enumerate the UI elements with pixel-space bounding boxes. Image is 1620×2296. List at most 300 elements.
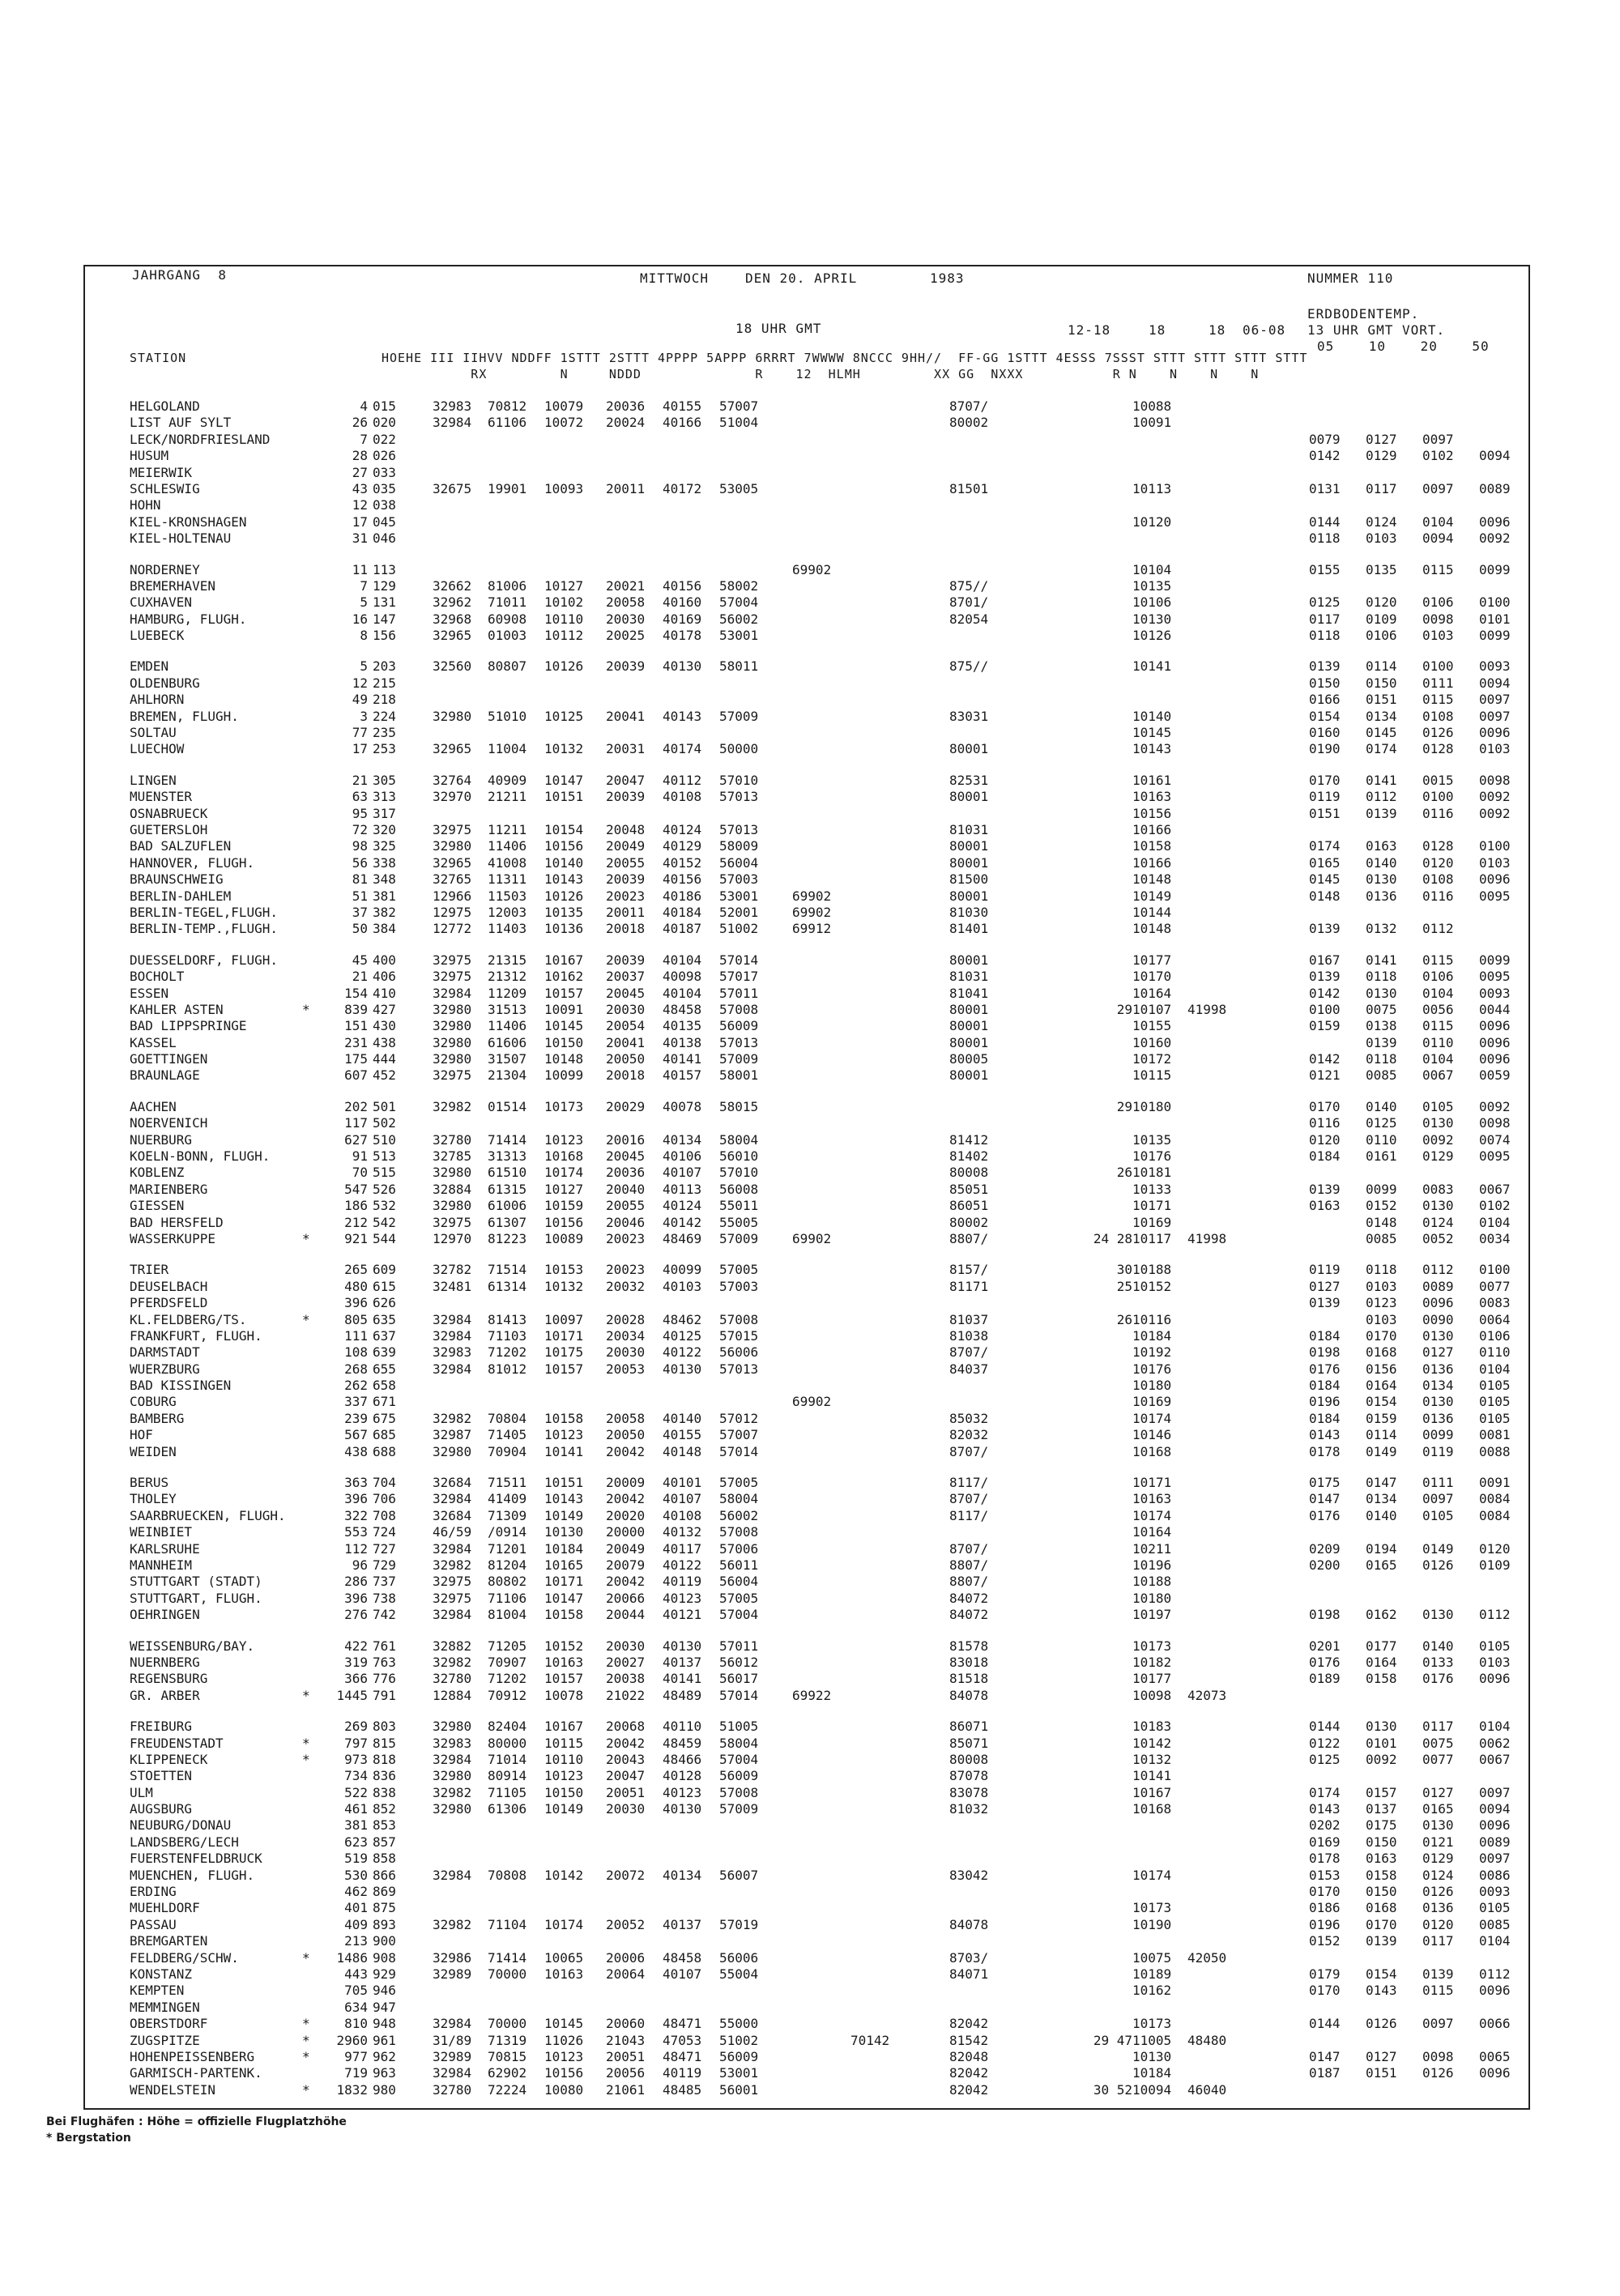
cell-s4: 20025 xyxy=(606,628,646,644)
cell-s1: 32980 xyxy=(433,1018,472,1034)
cell-e4: 0093 xyxy=(1479,1884,1511,1900)
cell-s3: 10126 xyxy=(544,888,584,904)
cell-s3: 10123 xyxy=(544,1131,584,1148)
cell-e4: 0110 xyxy=(1479,1344,1511,1361)
cell-s5: 40128 xyxy=(663,1768,702,1784)
cell-s2: 71106 xyxy=(488,1590,527,1606)
station-group xyxy=(130,1719,1515,2098)
cell-e2: 0129 xyxy=(1366,448,1397,464)
cell-s2: 12003 xyxy=(488,904,527,920)
cell-s12: 10188 xyxy=(1132,1574,1172,1590)
cell-s6: 57017 xyxy=(719,969,759,985)
cell-e3: 0116 xyxy=(1422,805,1454,821)
cell-hoehe: 21 xyxy=(352,969,368,985)
cell-s9: 8707/ xyxy=(949,398,989,414)
cell-s1: 32884 xyxy=(433,1181,472,1197)
cell-e3: 0165 xyxy=(1422,1801,1454,1817)
cell-s1: 32975 xyxy=(433,1574,472,1590)
cell-hoehe: 443 xyxy=(344,1966,368,1982)
cell-s12: 10174 xyxy=(1132,1507,1172,1523)
cell-s4: 20029 xyxy=(606,1098,646,1114)
cell-s5: 40132 xyxy=(663,1524,702,1540)
station-name: GIESSEN xyxy=(130,1198,185,1214)
jahrgang-label: JAHRGANG 8 xyxy=(132,267,227,283)
cell-s12: 10172 xyxy=(1132,1051,1172,1067)
cell-s3: 10149 xyxy=(544,1507,584,1523)
cell-e3: 0099 xyxy=(1422,1427,1454,1443)
cell-iii: 763 xyxy=(373,1654,396,1670)
cell-e3: 0128 xyxy=(1422,741,1454,757)
cell-s3: 10167 xyxy=(544,952,584,968)
cell-s12: 10182 xyxy=(1132,1654,1172,1670)
station-name: DEUSELBACH xyxy=(130,1278,208,1294)
station-name: BRAUNSCHWEIG xyxy=(130,871,224,888)
cell-e2: 0170 xyxy=(1366,1327,1397,1344)
cell-iii: 727 xyxy=(373,1540,396,1557)
cell-s12: 10190 xyxy=(1132,1916,1172,1932)
cell-s12: 10098 xyxy=(1132,1687,1172,1703)
cell-s2: 80807 xyxy=(488,658,527,675)
cell-s4: 20024 xyxy=(606,415,646,431)
cell-s1: 32975 xyxy=(433,821,472,837)
cell-hoehe: 921 xyxy=(344,1230,368,1246)
cell-s6: 55004 xyxy=(719,1966,759,1982)
cell-s2: 70812 xyxy=(488,398,527,414)
station-name: MUEHLDORF xyxy=(130,1900,200,1916)
cell-e4: 0100 xyxy=(1479,1262,1511,1278)
cell-hoehe: 202 xyxy=(344,1098,368,1114)
cell-e2: 0140 xyxy=(1366,854,1397,871)
cell-s12: 10142 xyxy=(1132,1735,1172,1751)
cell-e2: 0138 xyxy=(1366,1018,1397,1034)
cell-e3: 0105 xyxy=(1422,1098,1454,1114)
cell-e4: 0044 xyxy=(1479,1001,1511,1017)
cell-iii: 761 xyxy=(373,1638,396,1654)
cell-s9: 81500 xyxy=(949,871,989,888)
period-12-18: 12-18 xyxy=(1068,322,1111,338)
cell-iii: 400 xyxy=(373,952,396,968)
cell-s4: 20018 xyxy=(606,921,646,937)
table-row xyxy=(130,1607,1515,1623)
station-name: LECK/NORDFRIESLAND xyxy=(130,431,271,447)
cell-e3: 0106 xyxy=(1422,969,1454,985)
cell-s12: 10149 xyxy=(1132,888,1172,904)
cell-s4: 20042 xyxy=(606,1443,646,1459)
cell-e4: 0095 xyxy=(1479,1148,1511,1165)
table-row xyxy=(130,2033,1515,2049)
cell-hoehe: 269 xyxy=(344,1719,368,1735)
cell-s3: 10097 xyxy=(544,1311,584,1327)
cell-iii: 815 xyxy=(373,1735,396,1751)
station-name: BAD SALZUFLEN xyxy=(130,838,232,854)
cell-s11: 29 xyxy=(1116,1001,1132,1017)
cell-e1: 0125 xyxy=(1309,594,1341,611)
table-row xyxy=(130,1817,1515,1834)
cell-s5: 40123 xyxy=(663,1590,702,1606)
table-row xyxy=(130,1557,1515,1574)
cell-e2: 0170 xyxy=(1366,1916,1397,1932)
table-row xyxy=(130,1851,1515,1867)
cell-hoehe: 322 xyxy=(344,1507,368,1523)
cell-e3: 0127 xyxy=(1422,1784,1454,1800)
table-row xyxy=(130,1671,1515,1687)
column-codes-line2: RX N NDDD R 12 HLMH XX GG NXXX R N N N N xyxy=(130,367,1260,381)
cell-s3: 10078 xyxy=(544,1687,584,1703)
cell-s2: 70904 xyxy=(488,1443,527,1459)
cell-iii: 852 xyxy=(373,1801,396,1817)
station-name: SAARBRUECKEN, FLUGH. xyxy=(130,1507,286,1523)
cell-s3: 10065 xyxy=(544,1949,584,1966)
cell-s12: 10088 xyxy=(1132,398,1172,414)
cell-s12: 10169 xyxy=(1132,1214,1172,1230)
cell-hoehe: 63 xyxy=(352,789,368,805)
cell-e2: 0110 xyxy=(1366,1131,1397,1148)
year-label: 1983 xyxy=(930,270,965,286)
cell-hoehe: 28 xyxy=(352,448,368,464)
cell-star: * xyxy=(302,1230,310,1246)
cell-s5: 40130 xyxy=(663,1801,702,1817)
cell-s6: 51005 xyxy=(719,1719,759,1735)
cell-e1: 0169 xyxy=(1309,1834,1341,1850)
cell-e1: 0119 xyxy=(1309,789,1341,805)
cell-s9: 875// xyxy=(949,577,989,594)
cell-e4: 0104 xyxy=(1479,1214,1511,1230)
cell-hoehe: 112 xyxy=(344,1540,368,1557)
cell-s5: 40137 xyxy=(663,1916,702,1932)
cell-e3: 0136 xyxy=(1422,1361,1454,1377)
station-name: NOERVENICH xyxy=(130,1115,208,1131)
cell-s2: 71011 xyxy=(488,594,527,611)
cell-s2: 11503 xyxy=(488,888,527,904)
cell-e2: 0124 xyxy=(1366,513,1397,530)
cell-s5: 40101 xyxy=(663,1475,702,1491)
cell-s2: 70912 xyxy=(488,1687,527,1703)
table-row xyxy=(130,2016,1515,2032)
cell-e2: 0127 xyxy=(1366,431,1397,447)
table-row xyxy=(130,1132,1515,1148)
cell-e3: 0106 xyxy=(1422,594,1454,611)
cell-s5: 48459 xyxy=(663,1735,702,1751)
station-name: HOHN xyxy=(130,497,161,513)
cell-e2: 0158 xyxy=(1366,1867,1397,1883)
cell-e2: 0075 xyxy=(1366,1001,1397,1017)
cell-s12: 10158 xyxy=(1132,838,1172,854)
cell-s2: 71014 xyxy=(488,1751,527,1767)
cell-e3: 0129 xyxy=(1422,1851,1454,1867)
station-name: STUTTGART (STADT) xyxy=(130,1574,262,1590)
cell-s9: 8707/ xyxy=(949,1443,989,1459)
cell-s4: 20020 xyxy=(606,1507,646,1523)
cell-e4: 0089 xyxy=(1479,1834,1511,1850)
cell-s1: 32984 xyxy=(433,1311,472,1327)
cell-hoehe: 319 xyxy=(344,1654,368,1670)
cell-s9: 87078 xyxy=(949,1768,989,1784)
cell-s5: 40122 xyxy=(663,1557,702,1573)
cell-s6: 56004 xyxy=(719,1574,759,1590)
cell-s6: 58004 xyxy=(719,1735,759,1751)
cell-e4: 0094 xyxy=(1479,1801,1511,1817)
station-name: ERDING xyxy=(130,1884,177,1900)
cell-hoehe: 11 xyxy=(352,561,368,577)
cell-hoehe: 530 xyxy=(344,1867,368,1883)
cell-s5: 48462 xyxy=(663,1311,702,1327)
cell-s1: 32989 xyxy=(433,1966,472,1982)
cell-s6: 57007 xyxy=(719,1427,759,1443)
table-row xyxy=(130,530,1515,547)
cell-hoehe: 21 xyxy=(352,772,368,788)
cell-s12: 10163 xyxy=(1132,789,1172,805)
cell-e3: 0124 xyxy=(1422,1214,1454,1230)
cell-e1: 0178 xyxy=(1309,1851,1341,1867)
table-row xyxy=(130,1018,1515,1034)
cell-s7: 69922 xyxy=(792,1687,832,1703)
table-row xyxy=(130,1736,1515,1752)
cell-s2: 61307 xyxy=(488,1214,527,1230)
station-name: LINGEN xyxy=(130,772,177,788)
cell-s6: 57013 xyxy=(719,1361,759,1377)
cell-s5: 40106 xyxy=(663,1148,702,1165)
table-row xyxy=(130,709,1515,725)
cell-s2: 71309 xyxy=(488,1507,527,1523)
cell-s5: 40104 xyxy=(663,952,702,968)
cell-s12: 10211 xyxy=(1132,1540,1172,1557)
cell-hoehe: 175 xyxy=(344,1051,368,1067)
station-name: KOELN-BONN, FLUGH. xyxy=(130,1148,271,1165)
cell-s6: 56012 xyxy=(719,1654,759,1670)
cell-s1: 32975 xyxy=(433,1214,472,1230)
cell-e3: 0149 xyxy=(1422,1540,1454,1557)
cell-s9: 84078 xyxy=(949,1687,989,1703)
cell-s5: 40112 xyxy=(663,772,702,788)
station-name: BREMGARTEN xyxy=(130,1933,208,1949)
cell-s6: 57009 xyxy=(719,708,759,724)
station-name: SCHLESWIG xyxy=(130,480,200,496)
cell-s3: 10102 xyxy=(544,594,584,611)
cell-iii: 742 xyxy=(373,1607,396,1623)
cell-s2: 71105 xyxy=(488,1784,527,1800)
cell-iii: 147 xyxy=(373,611,396,627)
cell-s12: 10180 xyxy=(1132,1590,1172,1606)
station-name: HANNOVER, FLUGH. xyxy=(130,854,255,871)
cell-s2: 72224 xyxy=(488,2081,527,2098)
cell-hoehe: 186 xyxy=(344,1198,368,1214)
cell-e2: 0150 xyxy=(1366,675,1397,691)
cell-e1: 0160 xyxy=(1309,725,1341,741)
cell-s5: 48471 xyxy=(663,2048,702,2064)
cell-iii: 430 xyxy=(373,1018,396,1034)
cell-e4: 0104 xyxy=(1479,1361,1511,1377)
cell-hoehe: 381 xyxy=(344,1817,368,1834)
cell-iii: 113 xyxy=(373,561,396,577)
cell-hoehe: 91 xyxy=(352,1148,368,1165)
cell-s3: 10163 xyxy=(544,1654,584,1670)
cell-e4: 0066 xyxy=(1479,2016,1511,2032)
cell-s5: 40142 xyxy=(663,1214,702,1230)
cell-e1: 0184 xyxy=(1309,1410,1341,1426)
cell-s12: 10163 xyxy=(1132,1491,1172,1507)
cell-s9: 80001 xyxy=(949,888,989,904)
cell-e4: 0062 xyxy=(1479,1735,1511,1751)
cell-s12: 10177 xyxy=(1132,1671,1172,1687)
cell-s4: 20023 xyxy=(606,1230,646,1246)
cell-hoehe: 2960 xyxy=(336,2032,368,2048)
cell-s6: 58009 xyxy=(719,838,759,854)
cell-e3: 0103 xyxy=(1422,628,1454,644)
cell-e1: 0184 xyxy=(1309,1378,1341,1394)
cell-s4: 20040 xyxy=(606,1181,646,1197)
cell-s2: 11311 xyxy=(488,871,527,888)
cell-s12: 10135 xyxy=(1132,577,1172,594)
station-name: ULM xyxy=(130,1784,153,1800)
cell-hoehe: 553 xyxy=(344,1524,368,1540)
cell-e3: 0094 xyxy=(1422,530,1454,547)
cell-s3: 10162 xyxy=(544,969,584,985)
cell-e1: 0170 xyxy=(1309,1983,1341,1999)
cell-hoehe: 16 xyxy=(352,611,368,627)
cell-iii: 609 xyxy=(373,1262,396,1278)
station-name: WUERZBURG xyxy=(130,1361,200,1377)
station-name: STUTTGART, FLUGH. xyxy=(130,1590,262,1606)
cell-iii: 655 xyxy=(373,1361,396,1377)
cell-iii: 382 xyxy=(373,904,396,920)
table-row xyxy=(130,952,1515,969)
cell-hoehe: 4 xyxy=(360,398,368,414)
cell-s2: 31507 xyxy=(488,1051,527,1067)
table-row xyxy=(130,1752,1515,1768)
cell-s2: 70815 xyxy=(488,2048,527,2064)
cell-s6: 51002 xyxy=(719,921,759,937)
station-name: CUXHAVEN xyxy=(130,594,193,611)
cell-s4: 20006 xyxy=(606,1949,646,1966)
cell-e4: 0084 xyxy=(1479,1491,1511,1507)
cell-s9: 80001 xyxy=(949,952,989,968)
cell-s3: 10156 xyxy=(544,838,584,854)
cell-s5: 48489 xyxy=(663,1687,702,1703)
cell-s9: 80005 xyxy=(949,1051,989,1067)
cell-s4: 20042 xyxy=(606,1574,646,1590)
cell-s9: 81171 xyxy=(949,1278,989,1294)
cell-s6: 57014 xyxy=(719,1443,759,1459)
cell-s2: 81012 xyxy=(488,1361,527,1377)
cell-e3: 0097 xyxy=(1422,1491,1454,1507)
cell-s3: 10150 xyxy=(544,1034,584,1050)
cell-s6: 57014 xyxy=(719,952,759,968)
cell-e1: 0165 xyxy=(1309,854,1341,871)
station-group xyxy=(130,398,1515,547)
cell-s6: 57011 xyxy=(719,1638,759,1654)
cell-s12: 10148 xyxy=(1132,921,1172,937)
cell-e1: 0079 xyxy=(1309,431,1341,447)
station-name: FREUDENSTADT xyxy=(130,1735,224,1751)
cell-s2: 11403 xyxy=(488,921,527,937)
cell-iii: 658 xyxy=(373,1378,396,1394)
soil-temp-time: 13 UHR GMT VORT. xyxy=(1307,322,1446,338)
table-row xyxy=(130,1655,1515,1671)
cell-s12: 10141 xyxy=(1132,658,1172,675)
cell-s2: 11209 xyxy=(488,985,527,1001)
cell-s9: 8701/ xyxy=(949,594,989,611)
cell-s4: 20046 xyxy=(606,1214,646,1230)
cell-s2: 70000 xyxy=(488,2016,527,2032)
cell-e4: 0097 xyxy=(1479,692,1511,708)
cell-s5: 40108 xyxy=(663,1507,702,1523)
cell-s12: 10184 xyxy=(1132,2065,1172,2081)
cell-s9: 82531 xyxy=(949,772,989,788)
cell-iii: 348 xyxy=(373,871,396,888)
cell-s1: 32984 xyxy=(433,1540,472,1557)
cell-s7: 69902 xyxy=(792,904,832,920)
cell-s5: 40104 xyxy=(663,985,702,1001)
cell-e1: 0189 xyxy=(1309,1671,1341,1687)
cell-e4: 0100 xyxy=(1479,838,1511,854)
cell-s1: 32982 xyxy=(433,1557,472,1573)
station-name: BRAUNLAGE xyxy=(130,1067,200,1084)
cell-e4: 0099 xyxy=(1479,561,1511,577)
cell-s9: 81031 xyxy=(949,821,989,837)
cell-s1: 32975 xyxy=(433,1590,472,1606)
cell-hoehe: 154 xyxy=(344,985,368,1001)
station-name: LIST AUF SYLT xyxy=(130,415,232,431)
cell-e3: 0098 xyxy=(1422,2048,1454,2064)
cell-e2: 0140 xyxy=(1366,1098,1397,1114)
cell-s4: 20047 xyxy=(606,1768,646,1784)
cell-s3: 10157 xyxy=(544,1361,584,1377)
cell-e3: 0102 xyxy=(1422,448,1454,464)
cell-s2: 71202 xyxy=(488,1671,527,1687)
cell-s6: 56009 xyxy=(719,1768,759,1784)
cell-e4: 0074 xyxy=(1479,1131,1511,1148)
cell-e4: 0096 xyxy=(1479,1018,1511,1034)
cell-iii: 542 xyxy=(373,1214,396,1230)
cell-s12: 10183 xyxy=(1132,1719,1172,1735)
cell-iii: 980 xyxy=(373,2081,396,2098)
cell-s1: 32984 xyxy=(433,1361,472,1377)
cell-e4: 0098 xyxy=(1479,772,1511,788)
cell-s2: 81204 xyxy=(488,1557,527,1573)
cell-e2: 0168 xyxy=(1366,1344,1397,1361)
station-name: GARMISCH-PARTENK. xyxy=(130,2065,262,2081)
cell-e2: 0134 xyxy=(1366,708,1397,724)
cell-hoehe: 839 xyxy=(344,1001,368,1017)
cell-s2: 41008 xyxy=(488,854,527,871)
cell-s2: 81413 xyxy=(488,1311,527,1327)
station-name: BREMEN, FLUGH. xyxy=(130,708,239,724)
cell-hoehe: 7 xyxy=(360,431,368,447)
cell-s1: 32989 xyxy=(433,2048,472,2064)
cell-e1: 0127 xyxy=(1309,1278,1341,1294)
cell-s6: 57013 xyxy=(719,821,759,837)
cell-s1: 32984 xyxy=(433,1327,472,1344)
cell-s12: 10117 xyxy=(1132,1230,1172,1246)
cell-e3: 0117 xyxy=(1422,1933,1454,1949)
station-name: TRIER xyxy=(130,1262,169,1278)
table-row xyxy=(130,1002,1515,1018)
cell-e3: 0105 xyxy=(1422,1507,1454,1523)
cell-s1: 32980 xyxy=(433,1801,472,1817)
cell-hoehe: 719 xyxy=(344,2065,368,2081)
cell-e1: 0150 xyxy=(1309,675,1341,691)
cell-s6: 56009 xyxy=(719,1018,759,1034)
cell-s1: 32984 xyxy=(433,985,472,1001)
cell-s9: 82042 xyxy=(949,2065,989,2081)
cell-s9: 81578 xyxy=(949,1638,989,1654)
cell-s5: 40099 xyxy=(663,1262,702,1278)
station-name: BAD LIPPSPRINGE xyxy=(130,1018,247,1034)
cell-e1: 0151 xyxy=(1309,805,1341,821)
cell-e4: 0109 xyxy=(1479,1557,1511,1573)
cell-iii: 532 xyxy=(373,1198,396,1214)
cell-s1: 32980 xyxy=(433,1034,472,1050)
